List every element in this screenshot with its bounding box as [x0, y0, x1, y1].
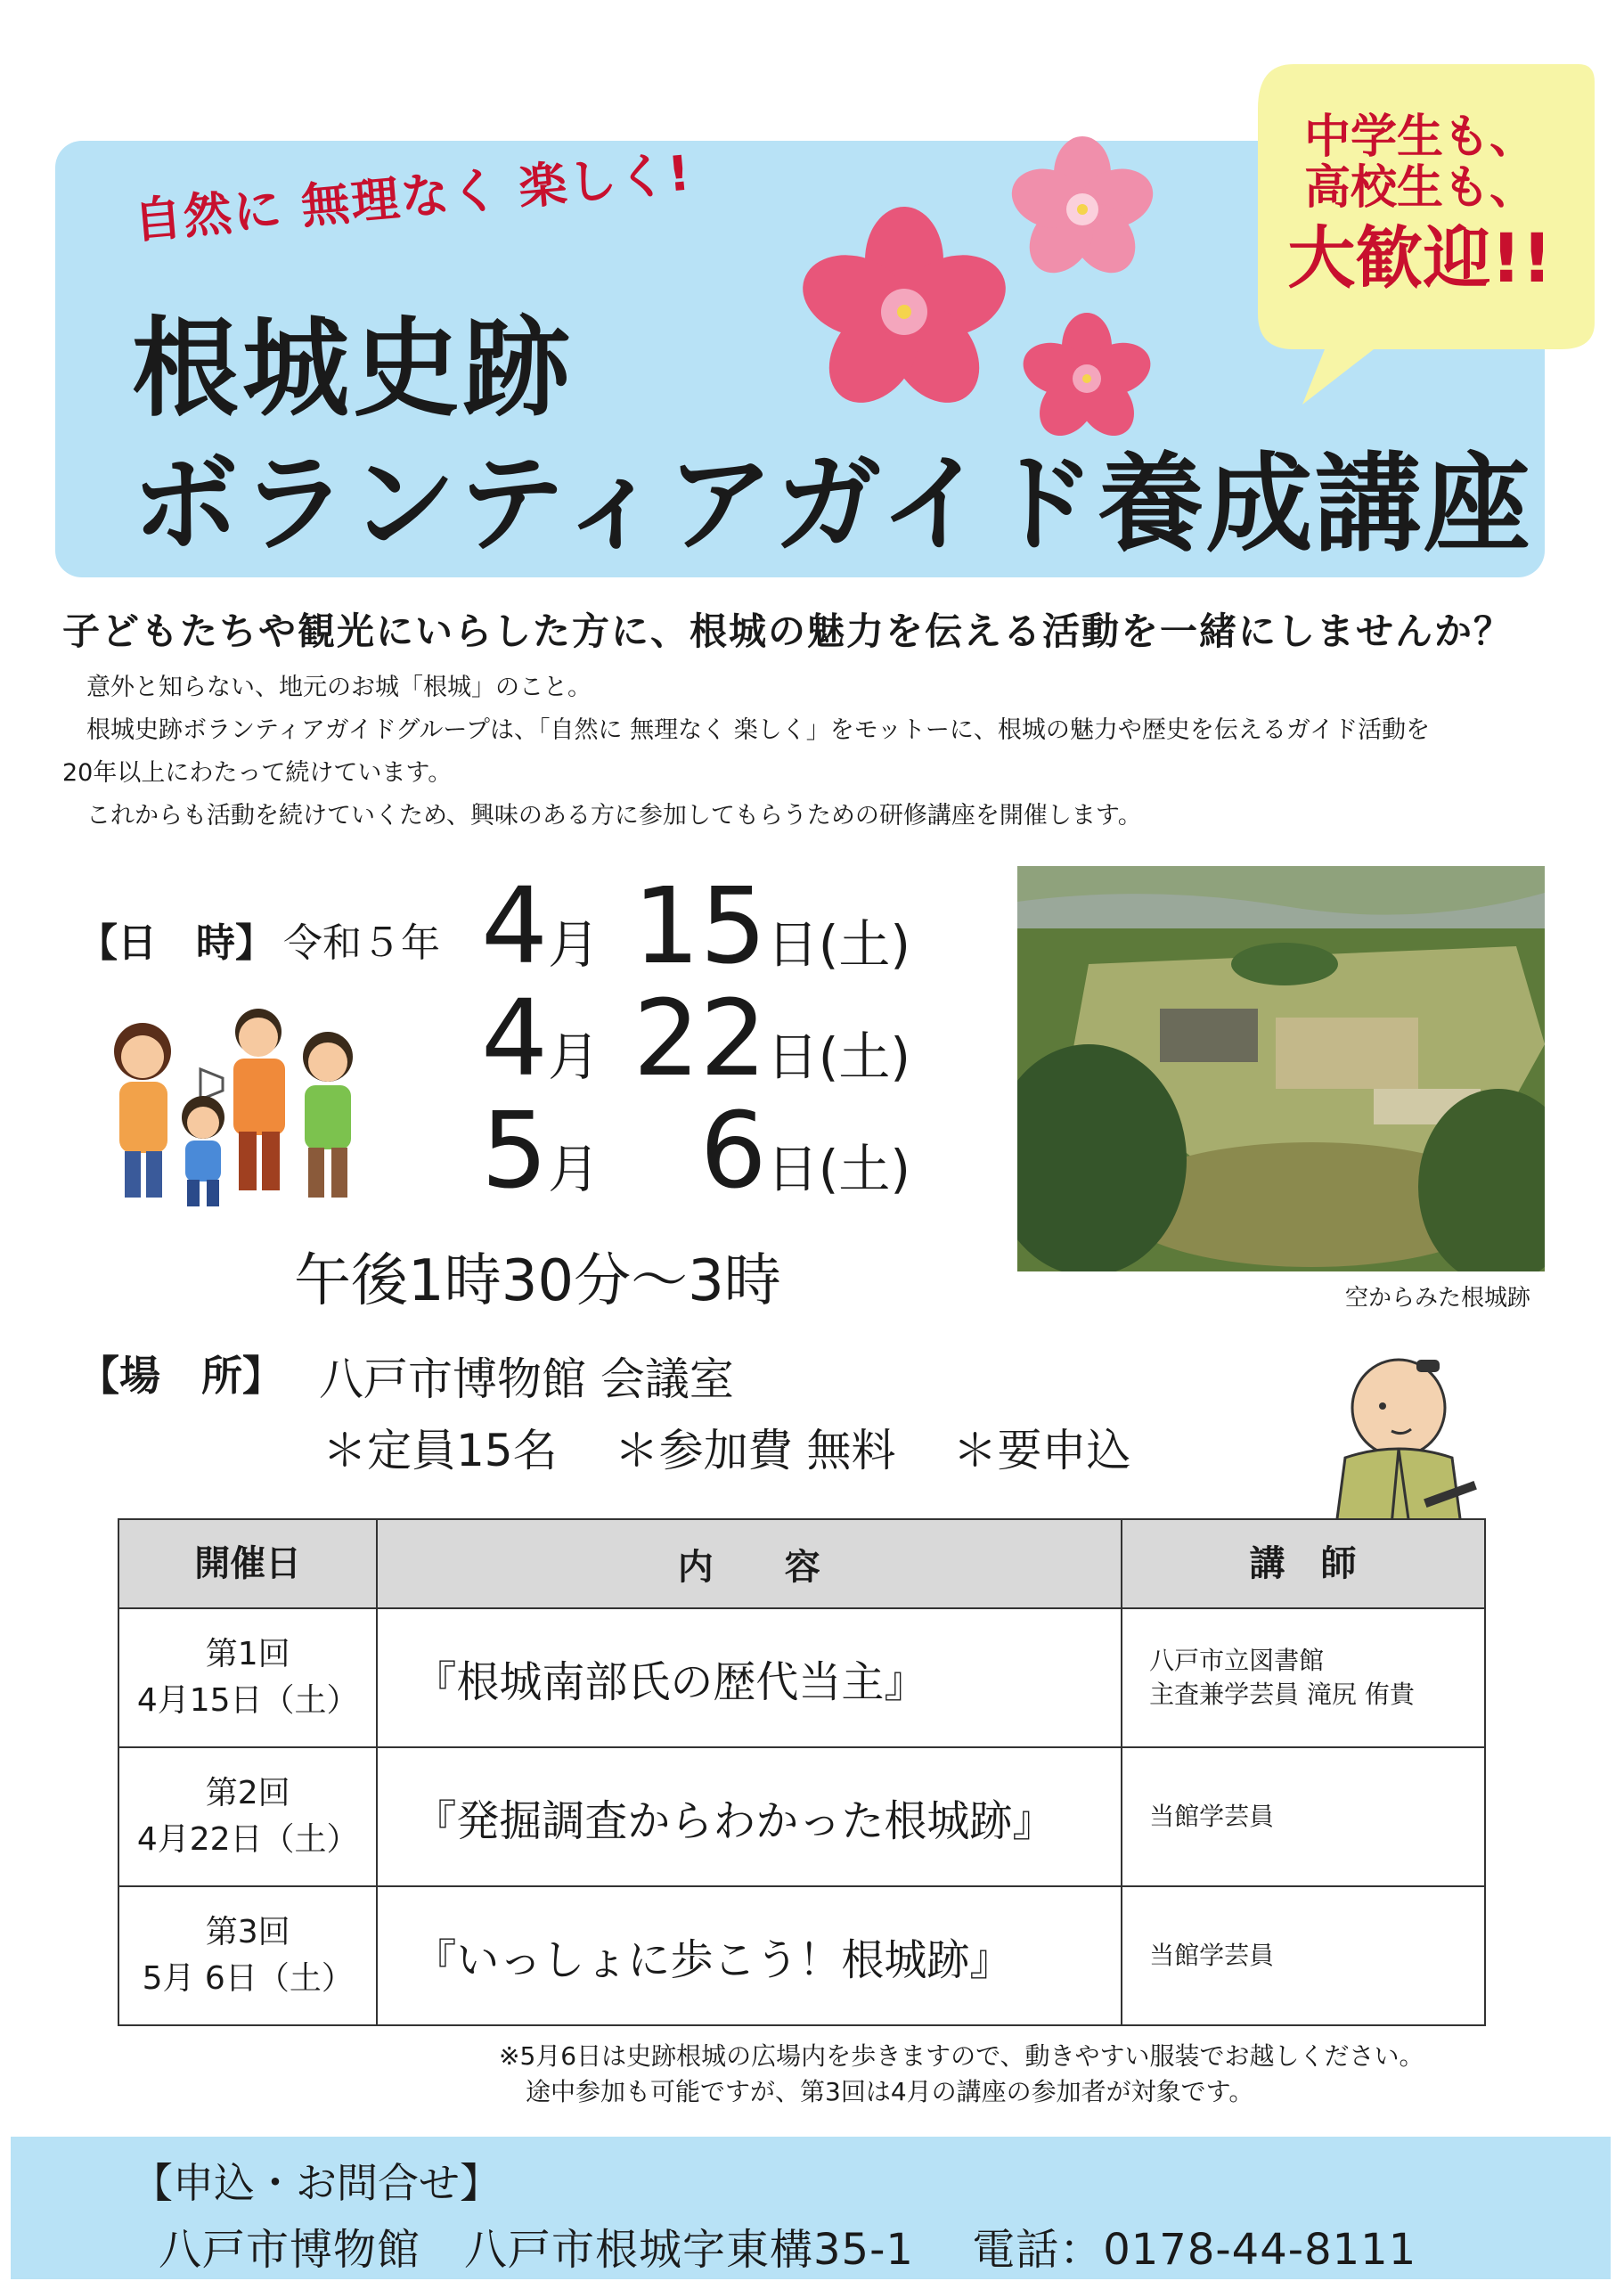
date-1 [481, 864, 910, 987]
family-illustration [89, 1007, 392, 1221]
session-number: 第1回 [205, 1636, 290, 1672]
lecturer-line1: 当館学芸員 [1149, 1941, 1275, 1970]
bubble-line2: 高校生も、 [1303, 161, 1536, 216]
place-value: 八戸市博物館 会議室 [319, 1353, 734, 1405]
day-unit: 日 [766, 1139, 819, 1199]
event-time: 午後1時30分～3時 [294, 1248, 781, 1314]
blossom-large [792, 207, 1016, 420]
table-row [118, 1747, 1485, 1886]
session-lecturer [1122, 1747, 1485, 1886]
date-1-dow: (土) [818, 914, 911, 975]
session-number: 第2回 [205, 1775, 290, 1811]
event-notes [322, 1415, 1188, 1479]
lecturer-line2: 主査兼学芸員 滝尻 侑貴 [1149, 1680, 1415, 1709]
table-row [118, 1608, 1485, 1747]
bubble-line3: 大歓迎!! [1287, 218, 1553, 298]
session-number: 第3回 [205, 1914, 290, 1950]
session-date-cell [118, 1608, 377, 1747]
child [182, 1096, 224, 1206]
date-2-month: 4 [481, 977, 549, 1100]
session-title: 『いっしょに歩こう！根城跡』 [377, 1886, 1122, 2025]
month-unit: 月 [548, 1139, 600, 1199]
place-label: 【場 所】 [78, 1352, 283, 1400]
note-fee: ＊参加費 無料 [614, 1425, 896, 1476]
samurai-illustration [1310, 1351, 1488, 1525]
blossom-top [1004, 136, 1161, 285]
header-content: 内 容 [377, 1519, 1122, 1608]
lead-text: 子どもたちや観光にいらした方に、根城の魅力を伝える活動を一緒にしませんか？ [62, 609, 1514, 653]
footer-heading: 【申込・お問合せ】 [132, 2159, 501, 2207]
intro-line-3: 20年以上にわたって続けています。 [62, 759, 453, 787]
footer-contact: 八戸市博物館 八戸市根城字東構35-1 電話：0178-44-8111 [159, 2225, 1417, 2275]
lecturer-line1: 八戸市立図書館 [1149, 1646, 1325, 1675]
intro-line-4: これからも活動を続けていくため、興味のある方に参加してもらうための研修講座を開催します。 [62, 802, 1142, 830]
session-date: 5月 6日（土） [142, 1960, 354, 1997]
note-registration: ＊要申込 [952, 1425, 1131, 1476]
date-3-month: 5 [481, 1089, 549, 1212]
lecturer-line1: 当館学芸員 [1149, 1802, 1275, 1831]
session-title: 『発掘調査からわかった根城跡』 [377, 1747, 1122, 1886]
intro-line-2: 根城史跡ボランティアガイドグループは、「自然に 無理なく 楽しく」をモットーに、根城の魅力や歴史を伝えるガイド活動を [62, 716, 1431, 744]
date-2-dow: (土) [818, 1026, 911, 1087]
footnote-1: ※5月6日は史跡根城の広場内を歩きますので、動きやすい服装でお越しください。 [499, 2041, 1424, 2071]
day-unit: 日 [766, 914, 819, 975]
intro-line-1: 意外と知らない、地元のお城「根城」のこと。 [62, 674, 592, 701]
boy [303, 1032, 353, 1198]
date-2-day: 22 [632, 977, 767, 1100]
page-title-line1: 根城史跡 [132, 307, 574, 431]
session-date: 4月15日（土） [136, 1682, 359, 1719]
date-2 [481, 977, 910, 1100]
page-title-line2: ボランティアガイド養成講座 [132, 443, 1532, 567]
mother [114, 1023, 171, 1198]
month-unit: 月 [548, 1026, 600, 1087]
era-year: 令和５年 [283, 920, 440, 966]
day-unit: 日 [766, 1026, 819, 1087]
speech-bubble-text [1265, 112, 1575, 296]
note-capacity: ＊定員15名 [322, 1425, 558, 1476]
session-title: 『根城南部氏の歴代当主』 [377, 1608, 1122, 1747]
session-lecturer [1122, 1608, 1485, 1747]
session-lecturer [1122, 1886, 1485, 2025]
tagline: 自然に 無理なく 楽しく! [131, 144, 694, 249]
date-3-dow: (土) [818, 1139, 910, 1199]
table-header-row [118, 1519, 1485, 1608]
schedule-table [118, 1518, 1486, 2026]
session-date-cell [118, 1747, 377, 1886]
table-row [118, 1886, 1485, 2025]
date-1-day: 15 [632, 864, 767, 987]
header-date: 開催日 [118, 1519, 377, 1608]
photo-caption: 空からみた根城跡 [1345, 1285, 1531, 1312]
date-1-month: 4 [481, 864, 549, 987]
session-date-cell [118, 1886, 377, 2025]
datetime-label: 【日 時】 [78, 920, 274, 966]
month-unit: 月 [548, 914, 600, 975]
aerial-photo [1017, 866, 1545, 1271]
header-lecturer: 講 師 [1122, 1519, 1485, 1608]
date-3-day: 6 [699, 1089, 767, 1212]
session-date: 4月22日（土） [136, 1821, 359, 1858]
bubble-line1: 中学生も、 [1303, 110, 1536, 164]
date-3 [481, 1089, 910, 1212]
footnote-2: 途中参加も可能ですが、第3回は4月の講座の参加者が対象です。 [526, 2077, 1254, 2106]
